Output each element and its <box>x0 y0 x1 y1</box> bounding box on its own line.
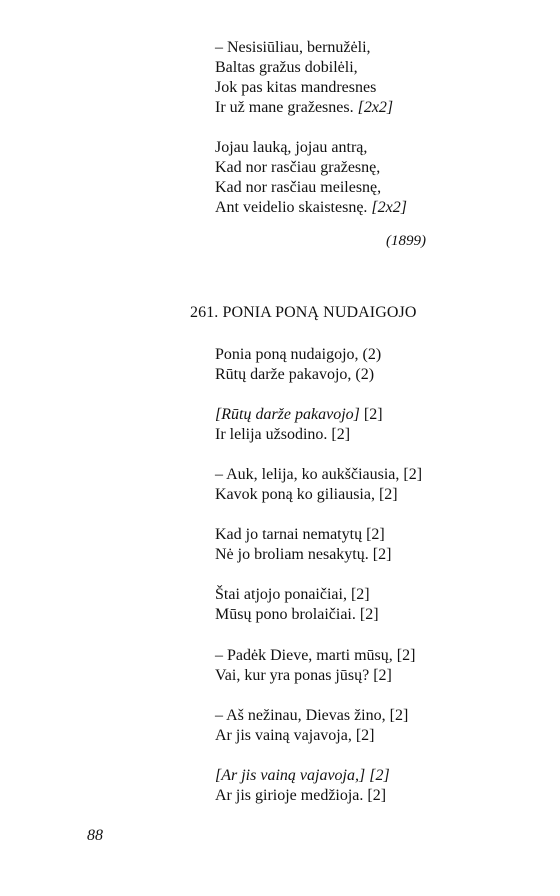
verse-line: Kavok poną ko giliausia, [2] <box>215 486 398 503</box>
verse-line: – Auk, lelija, ko aukščiausia, [2] <box>215 466 423 483</box>
verse-line: Jojau lauką, jojau antrą, <box>215 139 368 156</box>
verse-line: Rūtų darže pakavojo, (2) <box>215 366 375 383</box>
verse-line: Mūsų pono brolaičiai. [2] <box>215 606 379 623</box>
verse-line: Ar jis vainą vajavoja, [2] <box>215 727 375 744</box>
song-title: 261. PONIA PONĄ NUDAIGOJO <box>190 304 417 321</box>
verse-line: Ir lelija užsodino. [2] <box>215 426 351 443</box>
verse-line <box>215 98 393 118</box>
verse-line <box>215 198 407 218</box>
repeat-note: [2x2] <box>357 99 394 116</box>
verse-line: Ponia poną nudaigojo, (2) <box>215 346 382 363</box>
verse-line: – Padėk Dieve, marti mūsų, [2] <box>215 647 416 664</box>
repeat-note: [2] <box>359 406 383 423</box>
verse-line: Štai atjojo ponaičiai, [2] <box>215 586 370 603</box>
song-date: (1899) <box>386 233 426 249</box>
verse-line: – Aš nežinau, Dievas žino, [2] <box>215 707 409 724</box>
repeat-note: [2x2] <box>371 199 407 216</box>
verse-line: [Ar jis vainą vajavoja,] [2] <box>215 767 390 784</box>
verse-line <box>215 405 383 425</box>
verse-line: Ar jis girioje medžioja. [2] <box>215 787 387 804</box>
verse-line: Baltas gražus dobilėli, <box>215 59 358 76</box>
verse-line: Kad jo tarnai nematytų [2] <box>215 526 385 543</box>
verse-line: Kad nor rasčiau gražesnę, <box>215 159 381 176</box>
verse-text-italic: [Rūtų darže pakavojo] <box>215 406 360 423</box>
verse-line: Jok pas kitas mandresnes <box>215 79 377 96</box>
page-number: 88 <box>87 827 103 844</box>
verse-line: Kad nor rasčiau meilesnę, <box>215 179 382 196</box>
verse-line: Nė jo broliam nesakytų. [2] <box>215 546 392 563</box>
verse-line: – Nesisiūliau, bernužėli, <box>215 39 371 56</box>
verse-line: Vai, kur yra ponas jūsų? [2] <box>215 667 392 684</box>
verse-text: Ant veidelio skaistesnę. <box>215 199 372 216</box>
verse-text: Ir už mane gražesnes. <box>215 99 358 116</box>
